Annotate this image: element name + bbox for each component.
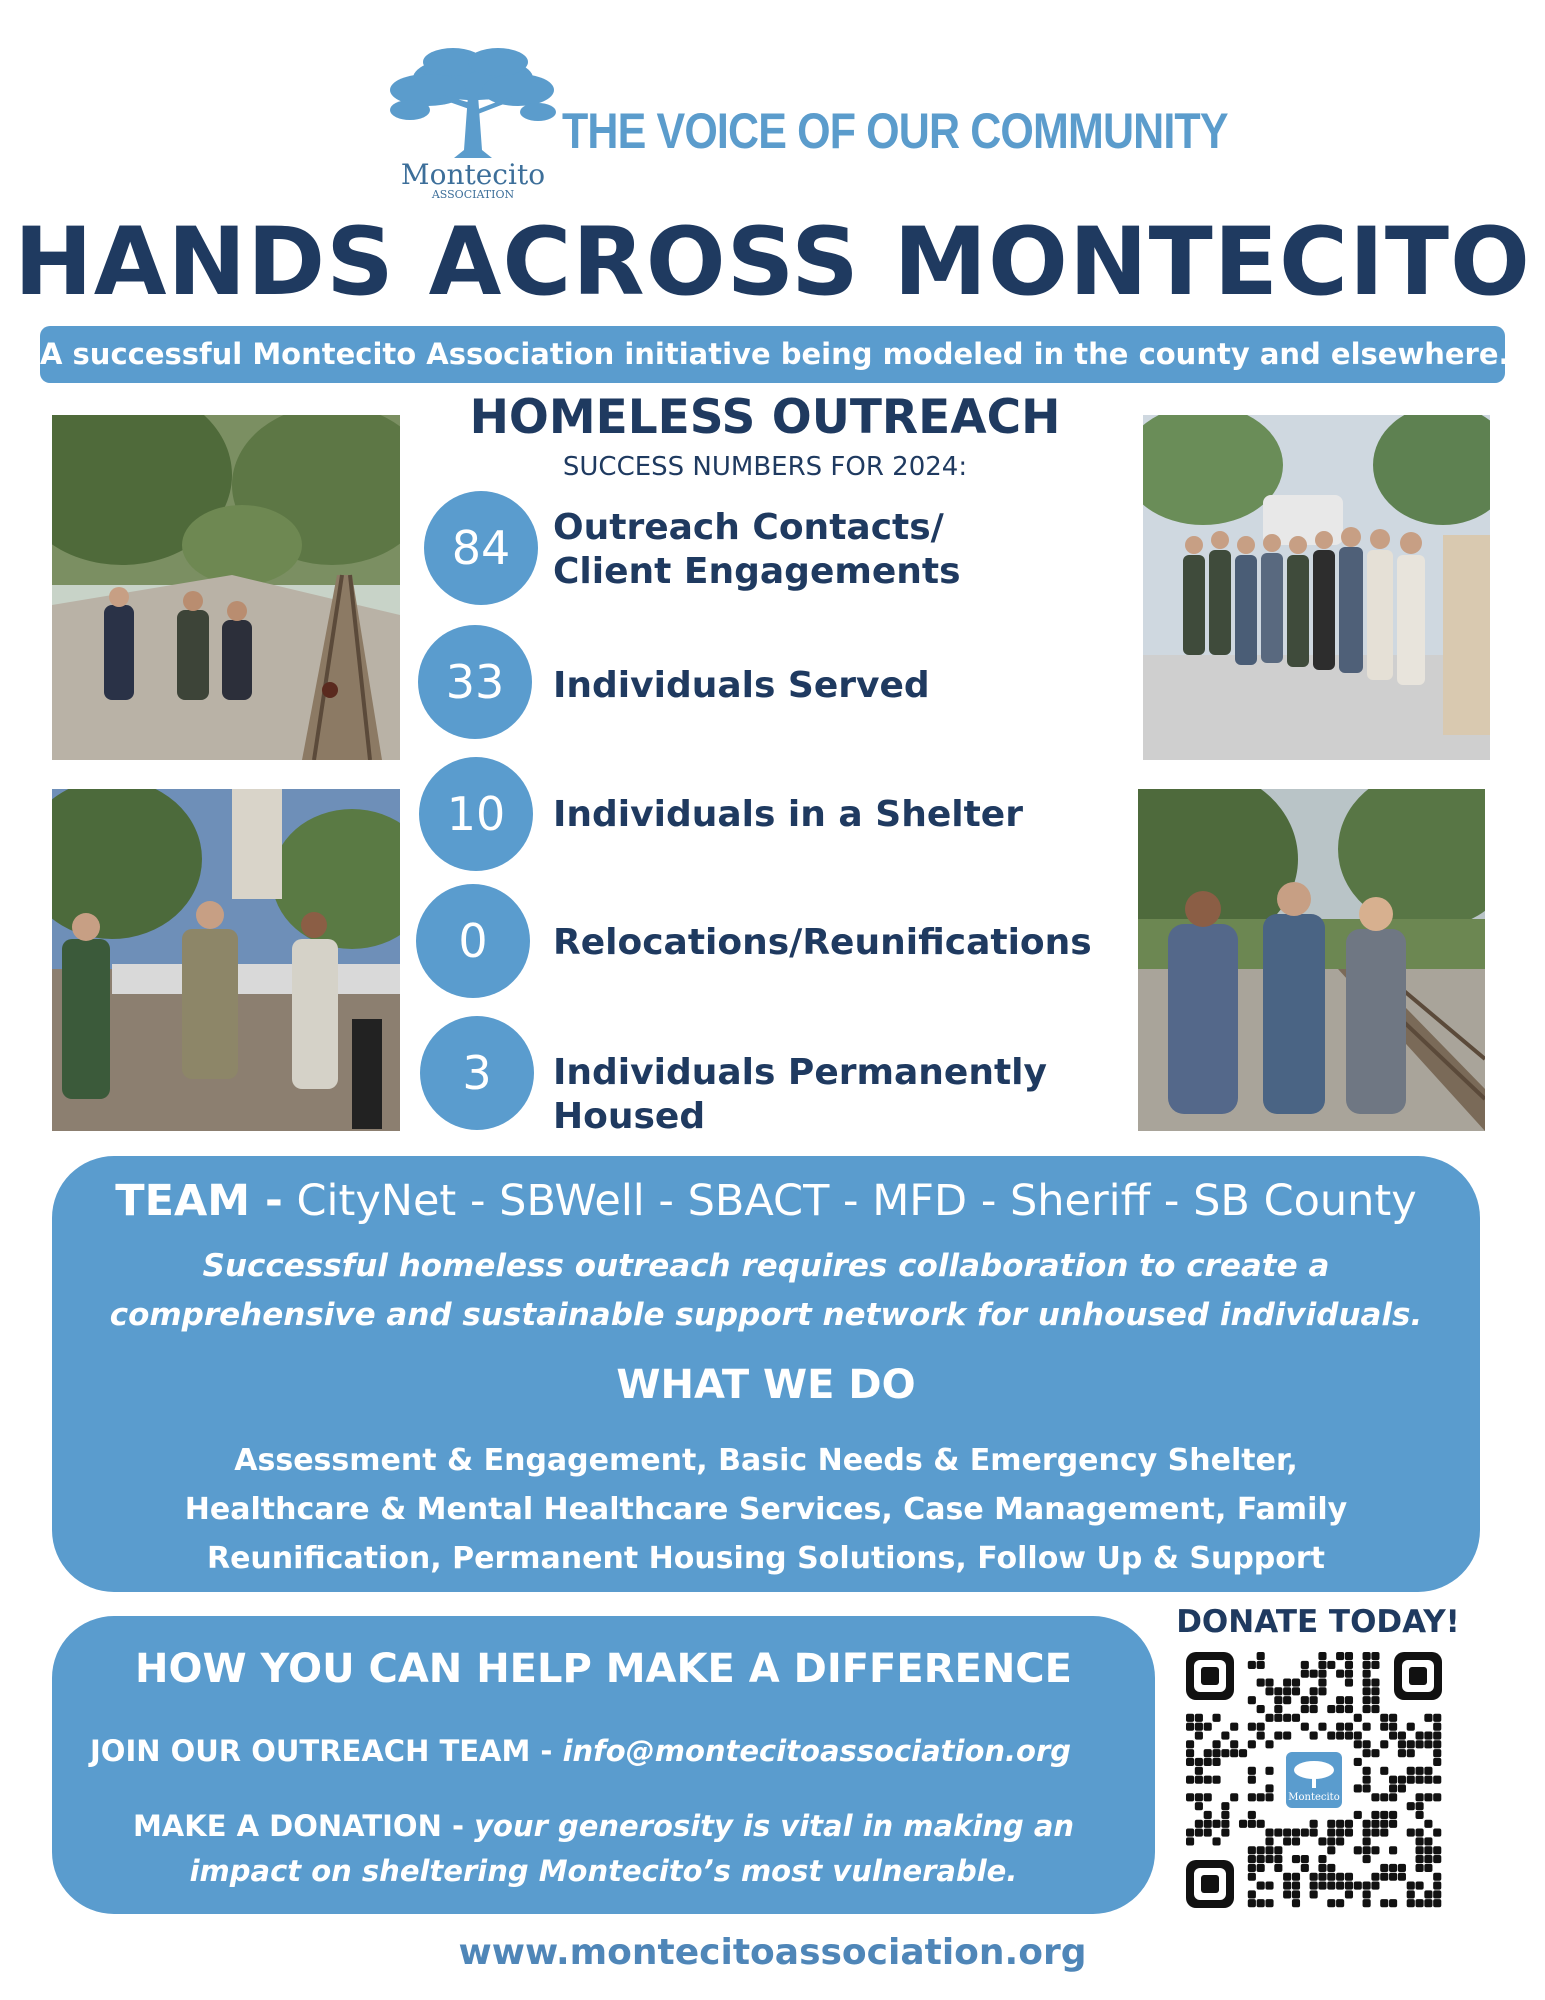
stat-label-shelter: Individuals in a Shelter [553, 794, 1023, 835]
photo-group-team [1143, 415, 1490, 760]
team-members: CityNet - SBWell - SBACT - MFD - Sheriff - SB County [296, 1176, 1417, 1226]
join-team-line [90, 1734, 1071, 1768]
montecito-association-logo [388, 40, 558, 200]
stat-value-relocations: 0 [416, 884, 530, 998]
donate-qr-code[interactable] [1186, 1652, 1442, 1908]
stat-label-housed: Individuals Permanently Housed [553, 1052, 1047, 1137]
team-section [52, 1156, 1480, 1592]
stat-label-contacts: Outreach Contacts/ Client Engagements [553, 507, 961, 592]
donate-title: DONATE TODAY! [1176, 1604, 1460, 1640]
join-email-link[interactable]: info@montecitoassociation.org [562, 1734, 1072, 1768]
logo-sub: ASSOCIATION [431, 188, 515, 200]
stat-value-served: 33 [418, 625, 532, 739]
stat-label-served: Individuals Served [553, 665, 930, 706]
stat-value-contacts: 84 [424, 491, 538, 605]
initiative-banner: A successful Montecito Association initiative being modeled in the county and elsewhere. [40, 326, 1505, 383]
join-label: JOIN OUR OUTREACH TEAM - [90, 1734, 553, 1768]
qr-code-icon [1186, 1652, 1442, 1908]
help-title: HOW YOU CAN HELP MAKE A DIFFERENCE [135, 1646, 1072, 1692]
team-label: TEAM - [115, 1176, 283, 1226]
donation-text: MAKE A DONATION - your generosity is vital in making an impact on sheltering Montecito’s most vulnerable. [132, 1809, 1075, 1888]
tree-icon [388, 40, 558, 200]
photo-railroad-walk [52, 415, 400, 760]
page-title: HANDS ACROSS MONTECITO [14, 208, 1531, 317]
help-section [52, 1616, 1155, 1914]
team-line [52, 1176, 1480, 1226]
svg-text:Montecito: Montecito [1288, 1792, 1340, 1803]
qr-finder-top-left [1186, 1652, 1234, 1700]
tagline: THE VOICE OF OUR COMMUNITY [562, 103, 1228, 159]
stat-label-relocations: Relocations/Reunifications [553, 922, 1092, 963]
qr-finder-bottom-left [1186, 1860, 1234, 1908]
qr-finder-top-right [1394, 1652, 1442, 1700]
qr-center-logo [1282, 1748, 1346, 1812]
stats-subheading: SUCCESS NUMBERS FOR 2024: [562, 452, 968, 482]
what-we-do-title: WHAT WE DO [616, 1362, 916, 1408]
what-we-do-text: Assessment & Engagement, Basic Needs & Emergency Shelter, Healthcare & Mental Healthcare Services, Case Management, Family Reunification, Permanent Housing Solutions, Follow Up & Support [184, 1443, 1348, 1576]
logo-name: Montecito [400, 158, 546, 191]
photo-parking-lot-team [52, 789, 400, 1131]
team-description: Successful homeless outreach requires collaboration to create a comprehensive and sustainable support network for unhoused individuals. [109, 1248, 1423, 1333]
stat-value-shelter: 10 [419, 757, 533, 871]
website-link[interactable]: www.montecitoassociation.org [458, 1932, 1087, 1973]
photo-outreach-trio [1138, 789, 1485, 1131]
stat-value-housed: 3 [420, 1016, 534, 1130]
donate-label: MAKE A DONATION - [132, 1809, 464, 1843]
stats-heading: HOMELESS OUTREACH [469, 390, 1061, 445]
